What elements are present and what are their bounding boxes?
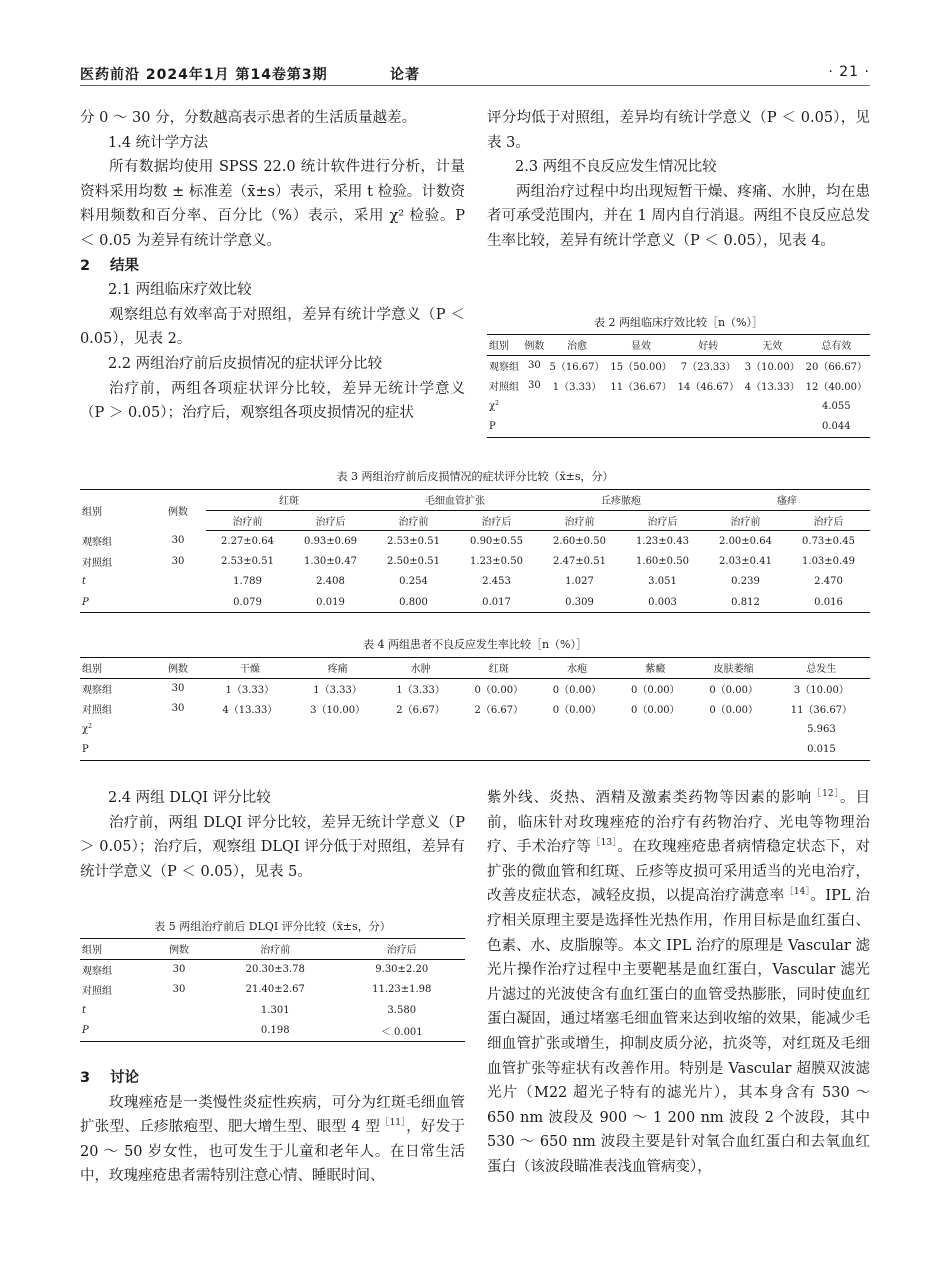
col-header: 例数 bbox=[146, 939, 212, 960]
table3-caption: 表 3 两组治疗前后皮损情况的症状评分比较（x̄±s，分） bbox=[336, 470, 614, 483]
table-cell: 1（3.33） bbox=[225, 685, 275, 696]
col-header: 总有效 bbox=[803, 335, 870, 356]
table-row bbox=[80, 531, 870, 552]
table-cell bbox=[146, 1000, 212, 1021]
table-cell: 观察组 bbox=[82, 537, 112, 549]
table-cell: 11.23±1.98 bbox=[372, 984, 432, 996]
page-number: · 21 · bbox=[828, 64, 870, 80]
table-row bbox=[80, 1021, 465, 1042]
col-header: 好转 bbox=[675, 335, 742, 356]
table-cell: 9.30±2.20 bbox=[375, 964, 429, 975]
citation-ref: ［14］ bbox=[784, 887, 811, 898]
table-row bbox=[487, 355, 870, 376]
col-header: 例数 bbox=[522, 335, 547, 356]
col-group-header: 红斑 bbox=[206, 490, 372, 511]
table-cell: 3（10.00） bbox=[310, 705, 366, 717]
paragraph bbox=[487, 786, 870, 1180]
table-cell: 2.00±0.64 bbox=[719, 535, 772, 547]
table4 bbox=[80, 657, 870, 761]
table-cell: 0.198 bbox=[212, 1021, 339, 1042]
col-header: 组别 bbox=[487, 335, 522, 356]
right-column-bottom bbox=[487, 786, 870, 1180]
table-cell: 2.53±0.51 bbox=[221, 555, 274, 567]
left-column-bottom-a bbox=[80, 786, 465, 884]
table-cell: 对照组 bbox=[82, 557, 112, 569]
table-row bbox=[487, 376, 870, 397]
section-number: 2 bbox=[80, 257, 91, 274]
table-cell bbox=[80, 719, 150, 740]
col-header: 治疗前 bbox=[538, 510, 621, 531]
table-cell: 2.27±0.64 bbox=[221, 535, 274, 547]
left-column-top bbox=[80, 106, 465, 426]
table-row bbox=[80, 740, 870, 761]
table-cell: 11（36.67） bbox=[790, 705, 853, 717]
table-row bbox=[80, 719, 870, 740]
table-cell: 30 bbox=[171, 683, 185, 694]
table-cell: 3（10.00） bbox=[744, 362, 800, 373]
table-row bbox=[487, 417, 870, 438]
table-cell: 2.03±0.41 bbox=[719, 555, 772, 567]
stat-label-sup: 2 bbox=[88, 722, 92, 730]
table-cell: t bbox=[82, 1004, 87, 1016]
citation-ref: ［13］ bbox=[591, 838, 618, 849]
col-header: 水疱 bbox=[538, 658, 616, 679]
col-header: 皮肤萎缩 bbox=[695, 658, 773, 679]
table5-caption: 表 5 两组治疗前后 DLQI 评分比较（x̄±s，分） bbox=[154, 920, 391, 933]
table-cell: 0（0.00） bbox=[552, 685, 602, 696]
table-cell: 20.30±3.78 bbox=[245, 964, 305, 975]
text-span: 紫外线、炎热、酒精及激素类药物等因素的影响 bbox=[487, 790, 813, 806]
paragraph: 治疗前，两组 DLQI 评分比较，差异无统计学意义（P ＞ 0.05）；治疗后，观察组 DLQI 评分低于对照组，差异有统计学意义（P ＜ 0.05），见表 5。 bbox=[80, 814, 465, 880]
subheading-2-4: 2.4 两组 DLQI 评分比较 bbox=[108, 790, 271, 806]
table-cell: 5（16.67） bbox=[549, 362, 605, 373]
col-header: 治疗后 bbox=[455, 510, 538, 531]
table-cell: 30 bbox=[171, 535, 185, 547]
col-header: 治疗后 bbox=[339, 939, 466, 960]
citation-ref: ［11］ bbox=[380, 1118, 407, 1129]
table-cell: 2.47±0.51 bbox=[553, 555, 606, 567]
table-cell: 1.027 bbox=[565, 576, 594, 588]
table-cell: 0.044 bbox=[803, 417, 870, 438]
table-cell: 4（13.33） bbox=[744, 382, 800, 394]
table-cell: 11（36.67） bbox=[610, 382, 672, 394]
paragraph: 评分均低于对照组，差异均有统计学意义（P ＜ 0.05），见表 3。 bbox=[487, 110, 870, 151]
subheading-2-3: 2.3 两组不良反应发生情况比较 bbox=[515, 159, 717, 176]
table-cell: 0.079 bbox=[206, 592, 289, 613]
stat-label: χ bbox=[489, 400, 496, 412]
table-cell: 21.40±2.67 bbox=[245, 984, 305, 996]
table-row bbox=[80, 1000, 465, 1021]
table-cell: 0.239 bbox=[731, 576, 760, 588]
col-group-header: 瘙痒 bbox=[704, 490, 870, 511]
table-cell: 0.016 bbox=[787, 592, 870, 613]
col-header: 总发生 bbox=[773, 658, 870, 679]
table2 bbox=[487, 334, 870, 438]
section-title: 结果 bbox=[110, 257, 139, 274]
table-header-row bbox=[80, 490, 870, 511]
table-cell: 30 bbox=[527, 380, 541, 392]
table-cell: 1.03±0.49 bbox=[802, 555, 855, 567]
table-cell: 观察组 bbox=[82, 966, 112, 977]
table-cell: 3（10.00） bbox=[793, 685, 849, 696]
table-cell: 0.254 bbox=[399, 576, 428, 588]
table-cell: 1.23±0.43 bbox=[636, 535, 689, 547]
col-header: 治疗后 bbox=[787, 510, 870, 531]
table-row bbox=[80, 699, 870, 720]
col-header: 治疗后 bbox=[289, 510, 372, 531]
table-cell bbox=[150, 592, 206, 613]
table-cell: 0.90±0.55 bbox=[470, 535, 523, 547]
table-header-row bbox=[80, 658, 870, 679]
table-cell: 0.800 bbox=[372, 592, 455, 613]
table-cell: 0（0.00） bbox=[709, 685, 758, 696]
section-number: 3 bbox=[80, 1070, 91, 1086]
table-cell: 0（0.00） bbox=[474, 685, 524, 696]
table-cell: 2（6.67） bbox=[396, 705, 445, 717]
col-header: 治疗后 bbox=[621, 510, 704, 531]
col-header: 红斑 bbox=[460, 658, 538, 679]
table-cell: t bbox=[82, 576, 87, 588]
text-span: 。IPL 治疗相关原理主要是选择性光热作用，作用目标是血红蛋白、色素、水、皮脂腺等。本文 IPL 治疗的原理是 Vascular 滤光片操作治疗过程中主要靶基是血红蛋白，Vascular 滤光片滤过的光波使含有血红蛋白的血管受热膨胀，同时使血红蛋白凝固，通过堵塞毛细血管来达到收缩的效果，能减少毛细血管扩张或增生，抑制皮质分泌，抗炎等，对红斑及毛细血管扩张等症状有改善作用。特别是 Vascular 超膜双波滤光片（M22 超光子特有的滤光片），其本身含有 530 ～ 650 nm 波段及 900 ～ 1 200 nm 波段 2 个波段，其中 530 ～ 650 nm 波段主要是针对氧合血红蛋白和去氧血红蛋白（该波段瞄准表浅血管病变）， bbox=[487, 888, 870, 1175]
table-cell: 2.470 bbox=[814, 576, 843, 588]
table-cell: 20（66.67） bbox=[805, 362, 867, 373]
table-cell: 30 bbox=[527, 360, 541, 371]
table-cell: 0.309 bbox=[538, 592, 621, 613]
col-header: 水肿 bbox=[381, 658, 459, 679]
table-cell: 0.73±0.45 bbox=[802, 535, 855, 547]
running-header bbox=[80, 64, 870, 86]
table-cell: P bbox=[80, 1021, 146, 1042]
col-header: 治疗前 bbox=[206, 510, 289, 531]
text-span: 玫瑰痤疮是一类慢性炎症性疾病，可分为红斑毛细血管扩张型、丘疹脓疱型、肥大增生型、眼型 4 型 bbox=[80, 1094, 465, 1136]
table-cell: 观察组 bbox=[489, 362, 519, 373]
table-cell: 1（3.33） bbox=[313, 685, 362, 696]
table-row bbox=[80, 551, 870, 572]
stat-label: P bbox=[487, 417, 522, 438]
col-header: 例数 bbox=[150, 490, 206, 531]
col-header: 无效 bbox=[742, 335, 803, 356]
table-cell: 1.23±0.50 bbox=[470, 555, 523, 567]
table-row bbox=[80, 592, 870, 613]
table-cell: 0.015 bbox=[773, 740, 870, 761]
table-cell: 30 bbox=[172, 964, 186, 975]
section-label: 论著 bbox=[390, 67, 420, 83]
table5 bbox=[80, 938, 465, 1042]
col-header: 干燥 bbox=[206, 658, 294, 679]
table-cell: 2.60±0.50 bbox=[553, 535, 606, 547]
table-cell bbox=[146, 1021, 212, 1042]
table-row bbox=[80, 980, 465, 1001]
table-cell: 2.53±0.51 bbox=[387, 535, 440, 547]
table-cell: 2（6.67） bbox=[474, 705, 524, 717]
text-span: 。在玫瑰痤疮患者病情稳定状态下，对扩张的微血管和红斑、丘疹等皮损可采用适当的光电治疗，改善皮症状态，减轻皮损，以提高治疗满意率 bbox=[487, 839, 871, 905]
table-cell: 0.812 bbox=[704, 592, 787, 613]
table-cell: 对照组 bbox=[82, 986, 112, 998]
table-header-row bbox=[80, 939, 465, 960]
citation-ref: ［12］ bbox=[812, 789, 841, 799]
col-header: 疼痛 bbox=[294, 658, 382, 679]
table-cell: 2.408 bbox=[316, 576, 345, 588]
table-cell: 0（0.00） bbox=[709, 705, 758, 717]
table-cell: 15（50.00） bbox=[610, 362, 672, 373]
table-header-row bbox=[487, 335, 870, 356]
table-cell: 0.003 bbox=[621, 592, 704, 613]
table-row bbox=[80, 572, 870, 593]
table4-caption: 表 4 两组患者不良反应发生率比较［n（%）］ bbox=[362, 638, 588, 651]
table-row bbox=[487, 396, 870, 417]
table-cell: 2.50±0.51 bbox=[387, 555, 440, 567]
paragraph: 观察组总有效率高于对照组，差异有统计学意义（P ＜ 0.05），见表 2。 bbox=[80, 306, 465, 348]
stat-label: χ bbox=[82, 723, 89, 735]
stat-label: P bbox=[80, 740, 150, 761]
table-cell: 7（23.33） bbox=[680, 362, 736, 373]
right-column-top bbox=[487, 106, 870, 254]
subheading-2-1: 2.1 两组临床疗效比较 bbox=[108, 282, 252, 299]
paragraph: 所有数据均使用 SPSS 22.0 统计软件进行分析，计量资料采用均数 ± 标准差（x̄±s）表示，采用 t 检验。计数资料用频数和百分率、百分比（%）表示，采用 χ² 检验。P ＜ 0.05 为差异有统计学意义。 bbox=[80, 159, 465, 249]
col-group-header: 丘疹脓疱 bbox=[538, 490, 704, 511]
table-cell: 3.051 bbox=[648, 576, 677, 588]
col-header: 显效 bbox=[607, 335, 674, 356]
table2-caption: 表 2 两组临床疗效比较［n（%）］ bbox=[593, 316, 764, 329]
table-cell bbox=[150, 572, 206, 593]
table-row bbox=[80, 678, 870, 699]
col-header: 治愈 bbox=[547, 335, 608, 356]
table-cell: 12（40.00） bbox=[805, 382, 867, 394]
stat-label-sup: 2 bbox=[495, 399, 499, 407]
paragraph: 分 0 ～ 30 分，分数越高表示患者的生活质量越差。 bbox=[80, 110, 417, 126]
table-cell: 0（0.00） bbox=[631, 685, 680, 696]
col-header: 组别 bbox=[80, 658, 150, 679]
paragraph: 治疗前，两组各项症状评分比较，差异无统计学意义（P ＞ 0.05）；治疗后，观察组各项皮损情况的症状 bbox=[80, 380, 465, 422]
col-header: 组别 bbox=[80, 939, 146, 960]
col-header: 例数 bbox=[150, 658, 206, 679]
table-cell: 0.93±0.69 bbox=[304, 535, 357, 547]
section-heading-discussion bbox=[80, 1066, 465, 1091]
subheading-1-4: 1.4 统计学方法 bbox=[108, 134, 209, 151]
table-row bbox=[80, 959, 465, 980]
table-cell: 1（3.33） bbox=[396, 685, 445, 696]
table-cell: 1.60±0.50 bbox=[636, 555, 689, 567]
table-cell: 4.055 bbox=[822, 400, 851, 412]
paragraph: 两组治疗过程中均出现短暂干燥、疼痛、水肿，均在患者可承受范围内，并在 1 周内自行消退。两组不良反应总发生率比较，差异有统计学意义（P ＜ 0.05），见表 4。 bbox=[487, 183, 870, 249]
text-span: ，好发于 20 ～ 50 岁女性，也可发生于儿童和老年人。在日常生活中，玫瑰痤疮患者需特别注意心情、睡眠时间、 bbox=[80, 1119, 466, 1185]
section-title: 讨论 bbox=[110, 1070, 139, 1086]
col-header: 治疗前 bbox=[372, 510, 455, 531]
table-cell: 对照组 bbox=[489, 382, 519, 394]
table-cell: 14（46.67） bbox=[677, 382, 739, 394]
table-cell: 0（0.00） bbox=[631, 705, 680, 717]
col-header: 治疗前 bbox=[212, 939, 339, 960]
table-cell: 0（0.00） bbox=[552, 705, 602, 717]
journal-info: 医药前沿 2024年1月 第14卷第3期 bbox=[80, 67, 328, 83]
table-cell: 4（13.33） bbox=[222, 705, 278, 717]
text-span: 。目前，临床针对玫瑰痤疮的治疗有药物治疗、光电等物理治疗、手术治疗等 bbox=[487, 790, 871, 856]
table-cell: 30 bbox=[171, 555, 185, 567]
table-cell: 1（3.33） bbox=[552, 382, 602, 394]
table-cell: 1.30±0.47 bbox=[304, 555, 357, 567]
table-cell: 1.789 bbox=[233, 576, 262, 588]
table-cell: ＜ 0.001 bbox=[339, 1021, 466, 1042]
table-cell: 对照组 bbox=[82, 705, 112, 717]
table-cell: 观察组 bbox=[82, 685, 112, 696]
paragraph bbox=[80, 1091, 465, 1189]
left-column-bottom-b bbox=[80, 1066, 465, 1189]
subheading-2-2: 2.2 两组治疗前后皮损情况的症状评分比较 bbox=[108, 355, 383, 372]
table-cell: 0.017 bbox=[455, 592, 538, 613]
table-cell: 0.019 bbox=[289, 592, 372, 613]
table-cell: 5.963 bbox=[807, 723, 836, 735]
table-cell: 30 bbox=[171, 703, 185, 715]
table3 bbox=[80, 489, 870, 613]
table-cell: P bbox=[80, 592, 150, 613]
section-heading-results bbox=[80, 254, 465, 279]
table-cell bbox=[487, 396, 522, 417]
table-cell: 3.580 bbox=[387, 1004, 417, 1016]
col-header: 组别 bbox=[80, 490, 150, 531]
col-group-header: 毛细血管扩张 bbox=[372, 490, 538, 511]
table-cell: 1.301 bbox=[260, 1004, 290, 1016]
col-header: 紫癜 bbox=[616, 658, 694, 679]
table-cell: 30 bbox=[172, 984, 186, 996]
table-cell: 2.453 bbox=[482, 576, 511, 588]
col-header: 治疗前 bbox=[704, 510, 787, 531]
